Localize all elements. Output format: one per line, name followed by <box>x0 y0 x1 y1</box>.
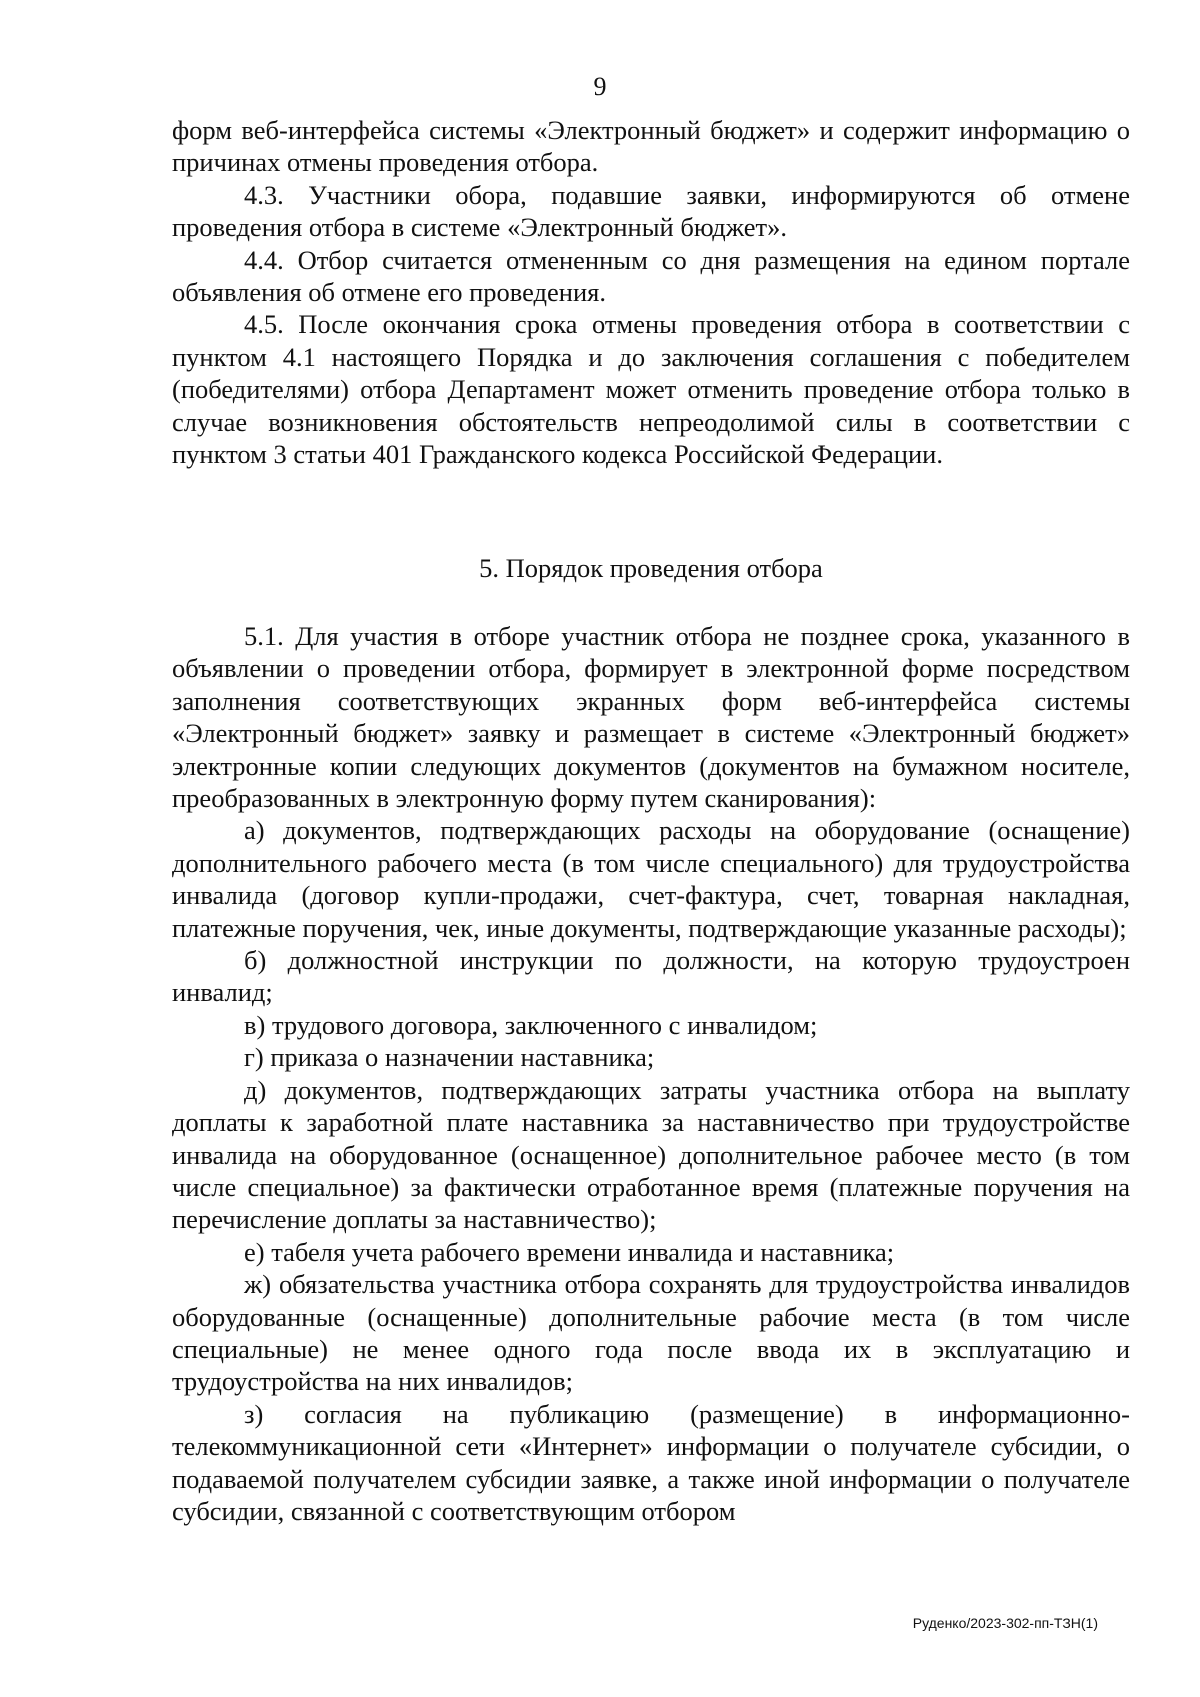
list-item-e: е) табеля учета рабочего времени инвалида и наставника; <box>244 1236 895 1267</box>
list-item-a: а) документов, подтверждающих расходы на оборудование (оснащение) дополнительного рабочего места (в том числе специального) для трудоустройства инвалида (договор купли-продажи, счет-фактура, счет, товарная накладная, платежные поручения, чек, иные документы, подтверждающие указанные расходы); <box>172 815 1130 943</box>
paragraph-4-4: 4.4. Отбор считается отмененным со дня размещения на едином портале объявления об отмене его проведения. <box>172 244 1130 308</box>
section-heading: 5. Порядок проведения отбора <box>479 553 823 583</box>
paragraph-5-1: 5.1. Для участия в отборе участник отбора не позднее срока, указанного в объявлении о проведении отбора, формирует в электронной форме посредством заполнения соответствующих экранных форм веб-интерфейса системы «Электронный бюджет» заявку и размещает в системе «Электронный бюджет» электронные копии следующих документов (документов на бумажном носителе, преобразованных в электронную форму путем сканирования): <box>172 621 1130 814</box>
list-item-b: б) должностной инструкции по должности, на которую трудоустроен инвалид; <box>172 945 1130 1008</box>
section-heading-block <box>172 552 1130 584</box>
list-item-v: в) трудового договора, заключенного с инвалидом; <box>244 1009 818 1040</box>
list-item-z: з) согласия на публикацию (размещение) в информационно-телекоммуникационной сети «Интернет» информации о получателе субсидии, о подаваемой получателем субсидии заявке, а также иной информации о получателе субсидии, связанной с соответствующим отбором <box>172 1398 1130 1526</box>
paragraph-continuation: форм веб-интерфейса системы «Электронный бюджет» и содержит информацию о причинах отмены проведения отбора. <box>172 115 1130 178</box>
page-number: 9 <box>593 72 607 101</box>
list-item-zh: ж) обязательства участника отбора сохранять для трудоустройства инвалидов оборудованные (оснащенные) дополнительные рабочие места (в том числе специальные) не менее одного года после ввода их в эксплуатацию и трудоустройства на них инвалидов; <box>172 1269 1130 1397</box>
paragraph-4-5: 4.5. После окончания срока отмены проведения отбора в соответствии с пунктом 4.1 настоящего Порядка и до заключения соглашения с победителем (победителями) отбора Департамент может отменить проведение отбора только в случае возникновения обстоятельств непреодолимой силы в соответствии с пунктом 3 статьи 401 Гражданского кодекса Российской Федерации. <box>172 309 1130 470</box>
top-text-block <box>172 114 1130 470</box>
bottom-text-block <box>172 620 1130 1527</box>
list-item-g: г) приказа о назначении наставника; <box>244 1042 655 1073</box>
list-item-d: д) документов, подтверждающих затраты участника отбора на выплату доплаты к заработной плате наставника за наставничество при трудоустройстве инвалида на оборудованное (оснащенное) дополнительное рабочее место (в том числе специальное) за фактически отработанное время (платежные поручения на перечисление доплаты за наставничество); <box>172 1074 1130 1235</box>
paragraph-4-3: 4.3. Участники обора, подавшие заявки, информируются об отмене проведения отбора в системе «Электронный бюджет». <box>172 179 1130 243</box>
document-code: Руденко/2023-302-пп-ТЗН(1) <box>912 1615 1098 1631</box>
